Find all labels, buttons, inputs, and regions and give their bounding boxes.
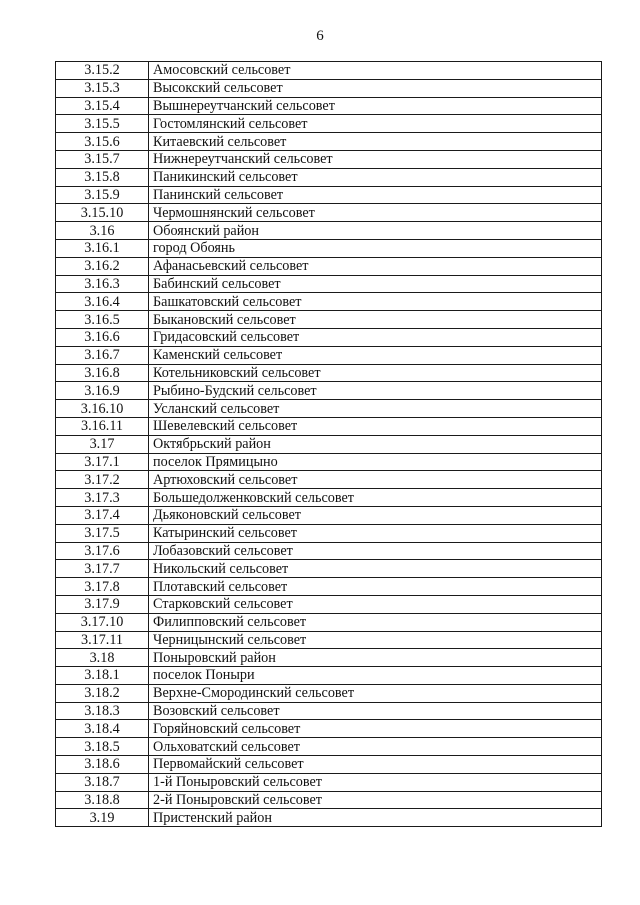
row-name-cell: Октябрьский район bbox=[149, 435, 602, 453]
table-row bbox=[56, 115, 602, 133]
row-code-cell: 3.15.6 bbox=[56, 133, 149, 151]
row-name-cell: Афанасьевский сельсовет bbox=[149, 257, 602, 275]
row-name-cell: Ольховатский сельсовет bbox=[149, 738, 602, 756]
table-row bbox=[56, 222, 602, 240]
table-row bbox=[56, 649, 602, 667]
table-row bbox=[56, 364, 602, 382]
row-code-cell: 3.17.4 bbox=[56, 506, 149, 524]
row-name-cell: Старковский сельсовет bbox=[149, 595, 602, 613]
row-name-cell: Плотавский сельсовет bbox=[149, 578, 602, 596]
row-code-cell: 3.15.5 bbox=[56, 115, 149, 133]
municipality-table bbox=[55, 61, 602, 827]
row-code-cell: 3.15.2 bbox=[56, 62, 149, 80]
table-row bbox=[56, 631, 602, 649]
table-row bbox=[56, 204, 602, 222]
row-code-cell: 3.18.8 bbox=[56, 791, 149, 809]
table-row bbox=[56, 168, 602, 186]
row-name-cell: Возовский сельсовет bbox=[149, 702, 602, 720]
row-name-cell: Башкатовский сельсовет bbox=[149, 293, 602, 311]
row-code-cell: 3.15.7 bbox=[56, 150, 149, 168]
row-name-cell: поселок Прямицыно bbox=[149, 453, 602, 471]
row-name-cell: Рыбино-Будский сельсовет bbox=[149, 382, 602, 400]
table-row bbox=[56, 186, 602, 204]
table-row bbox=[56, 453, 602, 471]
table-row bbox=[56, 417, 602, 435]
table-row bbox=[56, 435, 602, 453]
row-code-cell: 3.19 bbox=[56, 809, 149, 827]
row-code-cell: 3.16.7 bbox=[56, 346, 149, 364]
table-row bbox=[56, 346, 602, 364]
table-row bbox=[56, 738, 602, 756]
row-code-cell: 3.17.7 bbox=[56, 560, 149, 578]
table-row bbox=[56, 613, 602, 631]
row-code-cell: 3.17 bbox=[56, 435, 149, 453]
row-name-cell: Гридасовский сельсовет bbox=[149, 328, 602, 346]
table-row bbox=[56, 791, 602, 809]
table-row bbox=[56, 400, 602, 418]
row-name-cell: Верхне-Смородинский сельсовет bbox=[149, 684, 602, 702]
row-name-cell: город Обоянь bbox=[149, 239, 602, 257]
row-name-cell: Первомайский сельсовет bbox=[149, 756, 602, 774]
table-row bbox=[56, 524, 602, 542]
row-code-cell: 3.16.1 bbox=[56, 239, 149, 257]
row-code-cell: 3.16.6 bbox=[56, 328, 149, 346]
row-code-cell: 3.17.8 bbox=[56, 578, 149, 596]
row-name-cell: Быкановский сельсовет bbox=[149, 311, 602, 329]
row-code-cell: 3.16.4 bbox=[56, 293, 149, 311]
table-row bbox=[56, 257, 602, 275]
row-code-cell: 3.16.3 bbox=[56, 275, 149, 293]
row-name-cell: Обоянский район bbox=[149, 222, 602, 240]
table-row bbox=[56, 62, 602, 80]
row-code-cell: 3.17.6 bbox=[56, 542, 149, 560]
row-code-cell: 3.17.5 bbox=[56, 524, 149, 542]
row-name-cell: поселок Поныри bbox=[149, 667, 602, 685]
row-code-cell: 3.15.10 bbox=[56, 204, 149, 222]
row-code-cell: 3.16.9 bbox=[56, 382, 149, 400]
row-name-cell: Котельниковский сельсовет bbox=[149, 364, 602, 382]
row-name-cell: Катыринский сельсовет bbox=[149, 524, 602, 542]
table-row bbox=[56, 506, 602, 524]
row-name-cell: Горяйновский сельсовет bbox=[149, 720, 602, 738]
row-code-cell: 3.16.8 bbox=[56, 364, 149, 382]
row-code-cell: 3.16.5 bbox=[56, 311, 149, 329]
row-name-cell: Дьяконовский сельсовет bbox=[149, 506, 602, 524]
row-name-cell: Амосовский сельсовет bbox=[149, 62, 602, 80]
row-code-cell: 3.15.4 bbox=[56, 97, 149, 115]
table-row bbox=[56, 328, 602, 346]
row-name-cell: Высокский сельсовет bbox=[149, 79, 602, 97]
table-row bbox=[56, 667, 602, 685]
table-row bbox=[56, 471, 602, 489]
row-name-cell: Никольский сельсовет bbox=[149, 560, 602, 578]
row-name-cell: Лобазовский сельсовет bbox=[149, 542, 602, 560]
table-row bbox=[56, 756, 602, 774]
table-row bbox=[56, 79, 602, 97]
row-code-cell: 3.17.2 bbox=[56, 471, 149, 489]
row-code-cell: 3.18.4 bbox=[56, 720, 149, 738]
row-name-cell: Большедолженковский сельсовет bbox=[149, 489, 602, 507]
row-name-cell: Артюховский сельсовет bbox=[149, 471, 602, 489]
table-row bbox=[56, 578, 602, 596]
table-row bbox=[56, 311, 602, 329]
table-row bbox=[56, 275, 602, 293]
row-code-cell: 3.18.1 bbox=[56, 667, 149, 685]
row-code-cell: 3.17.3 bbox=[56, 489, 149, 507]
table-row bbox=[56, 560, 602, 578]
row-code-cell: 3.17.9 bbox=[56, 595, 149, 613]
row-name-cell: Бабинский сельсовет bbox=[149, 275, 602, 293]
municipality-table-body bbox=[56, 62, 602, 827]
row-code-cell: 3.18.7 bbox=[56, 773, 149, 791]
row-name-cell: Филипповский сельсовет bbox=[149, 613, 602, 631]
table-row bbox=[56, 684, 602, 702]
row-code-cell: 3.18.3 bbox=[56, 702, 149, 720]
row-code-cell: 3.17.1 bbox=[56, 453, 149, 471]
row-name-cell: Пристенский район bbox=[149, 809, 602, 827]
row-name-cell: Черницынский сельсовет bbox=[149, 631, 602, 649]
table-row bbox=[56, 489, 602, 507]
row-code-cell: 3.18.6 bbox=[56, 756, 149, 774]
row-name-cell: Гостомлянский сельсовет bbox=[149, 115, 602, 133]
row-name-cell: Паникинский сельсовет bbox=[149, 168, 602, 186]
table-row bbox=[56, 720, 602, 738]
table-row bbox=[56, 809, 602, 827]
table-row bbox=[56, 133, 602, 151]
row-name-cell: 2-й Поныровский сельсовет bbox=[149, 791, 602, 809]
row-name-cell: Шевелевский сельсовет bbox=[149, 417, 602, 435]
row-code-cell: 3.16.11 bbox=[56, 417, 149, 435]
table-row bbox=[56, 382, 602, 400]
row-code-cell: 3.15.8 bbox=[56, 168, 149, 186]
table-row bbox=[56, 773, 602, 791]
row-name-cell: Каменский сельсовет bbox=[149, 346, 602, 364]
table-row bbox=[56, 239, 602, 257]
row-name-cell: Нижнереутчанский сельсовет bbox=[149, 150, 602, 168]
table-row bbox=[56, 97, 602, 115]
row-code-cell: 3.15.3 bbox=[56, 79, 149, 97]
row-code-cell: 3.17.10 bbox=[56, 613, 149, 631]
row-code-cell: 3.17.11 bbox=[56, 631, 149, 649]
table-row bbox=[56, 150, 602, 168]
row-name-cell: 1-й Поныровский сельсовет bbox=[149, 773, 602, 791]
row-code-cell: 3.16.2 bbox=[56, 257, 149, 275]
table-row bbox=[56, 595, 602, 613]
table-row bbox=[56, 702, 602, 720]
row-code-cell: 3.18 bbox=[56, 649, 149, 667]
page-number: 6 bbox=[316, 28, 324, 44]
row-code-cell: 3.18.2 bbox=[56, 684, 149, 702]
row-code-cell: 3.16 bbox=[56, 222, 149, 240]
row-name-cell: Усланский сельсовет bbox=[149, 400, 602, 418]
table-row bbox=[56, 293, 602, 311]
row-name-cell: Китаевский сельсовет bbox=[149, 133, 602, 151]
row-name-cell: Поныровский район bbox=[149, 649, 602, 667]
row-name-cell: Панинский сельсовет bbox=[149, 186, 602, 204]
row-name-cell: Вышнереутчанский сельсовет bbox=[149, 97, 602, 115]
row-code-cell: 3.15.9 bbox=[56, 186, 149, 204]
table-row bbox=[56, 542, 602, 560]
row-code-cell: 3.18.5 bbox=[56, 738, 149, 756]
row-code-cell: 3.16.10 bbox=[56, 400, 149, 418]
row-name-cell: Чермошнянский сельсовет bbox=[149, 204, 602, 222]
